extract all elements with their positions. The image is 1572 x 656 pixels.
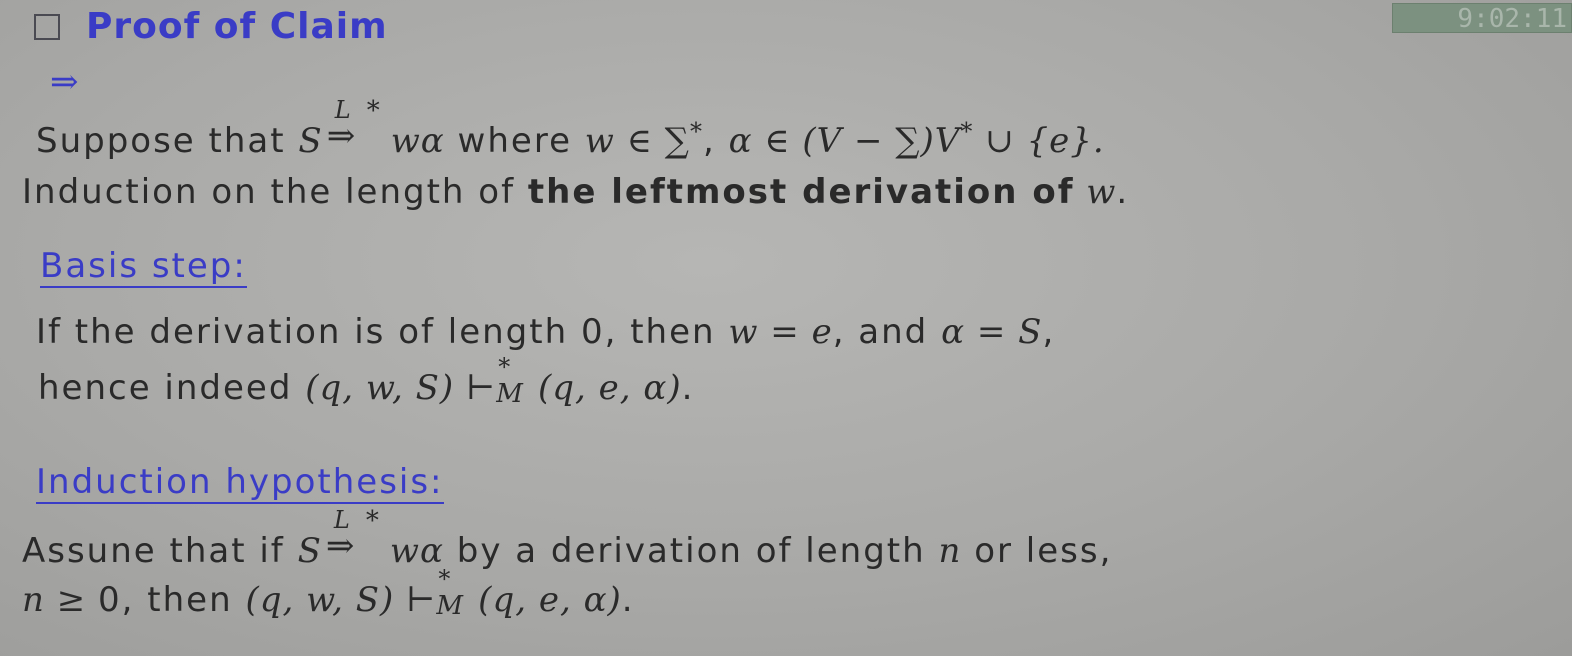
math-config-right: (q, e, α) [466,580,622,620]
text-fragment: , [702,121,729,161]
text-fragment: by a derivation of length [443,531,939,571]
derives-arrow-icon: ⇒ [325,526,355,566]
basis-line-2 [38,353,695,409]
text-fragment: where [444,121,585,161]
timer-display: 9:02:11 [1392,3,1572,33]
text-fragment: . [681,368,695,408]
yields-star-M [436,565,466,621]
basis-step-heading: Basis step: [40,246,247,286]
text-fragment: Induction on the length of [22,172,528,212]
text-fragment: , [1042,312,1056,352]
text-fragment: , and [832,312,942,352]
math-n: n [938,531,962,571]
text-fragment: 0 [98,580,122,620]
slide-title: Proof of Claim [86,5,388,47]
math-S: S [298,121,323,161]
machine-subscript: M [436,591,463,621]
math-w-alpha: wα [390,121,445,161]
text-fragment: or less, [961,531,1113,571]
suppose-line [36,96,1105,161]
text-fragment: , then [121,580,246,620]
kleene-star: * [498,353,511,381]
text-fragment: Suppose that [36,121,299,161]
math-config-right: (q, e, α) [526,368,682,408]
leftmost-derives-symbol [325,506,379,566]
math-S: S [297,531,322,571]
math-w: w [1074,172,1117,212]
yields-star-M [496,353,526,409]
text-fragment: If the derivation is of length 0, then [36,312,729,352]
kleene-star: * [689,117,703,146]
math-w-in-sigma: w ∈ ∑ [584,121,690,161]
math-n-geq: n ≥ [22,580,99,620]
text-fragment: Assune that if [22,531,298,571]
math-alpha-in: α ∈ (V − ∑)V [728,121,961,161]
derives-arrow-icon: ⇒ [326,116,356,156]
induction-hypothesis-heading: Induction hypothesis: [36,462,444,502]
text-fragment: hence indeed [38,368,306,408]
kleene-star: * [365,506,379,536]
math-config-left: (q, w, S) ⊢ [305,368,497,408]
math-alpha-eq-S: α = S [941,312,1043,352]
math-w-alpha: wα [389,531,444,571]
text-fragment: . [1116,172,1130,212]
kleene-star: * [960,117,974,146]
math-union-e: ∪ {e}. [973,121,1105,161]
arrow-label: L [333,506,350,534]
arrow-label: L [334,96,351,124]
kleene-star: * [366,96,380,126]
kleene-star: * [438,565,451,593]
bold-text: the leftmost derivation of [527,172,1075,212]
implies-arrow-icon: ⇒ [50,62,79,102]
math-config-left: (q, w, S) ⊢ [245,580,437,620]
induction-on-line [22,172,1129,212]
induction-line-2 [22,565,635,621]
checkbox-icon [34,14,60,40]
math-w-eq-e: w = e [728,312,833,352]
machine-subscript: M [496,379,523,409]
leftmost-derives-symbol [326,96,380,156]
induction-line-1 [22,506,1113,571]
text-fragment: . [621,580,635,620]
slide-title-row [34,4,388,48]
basis-line-1 [36,312,1055,352]
